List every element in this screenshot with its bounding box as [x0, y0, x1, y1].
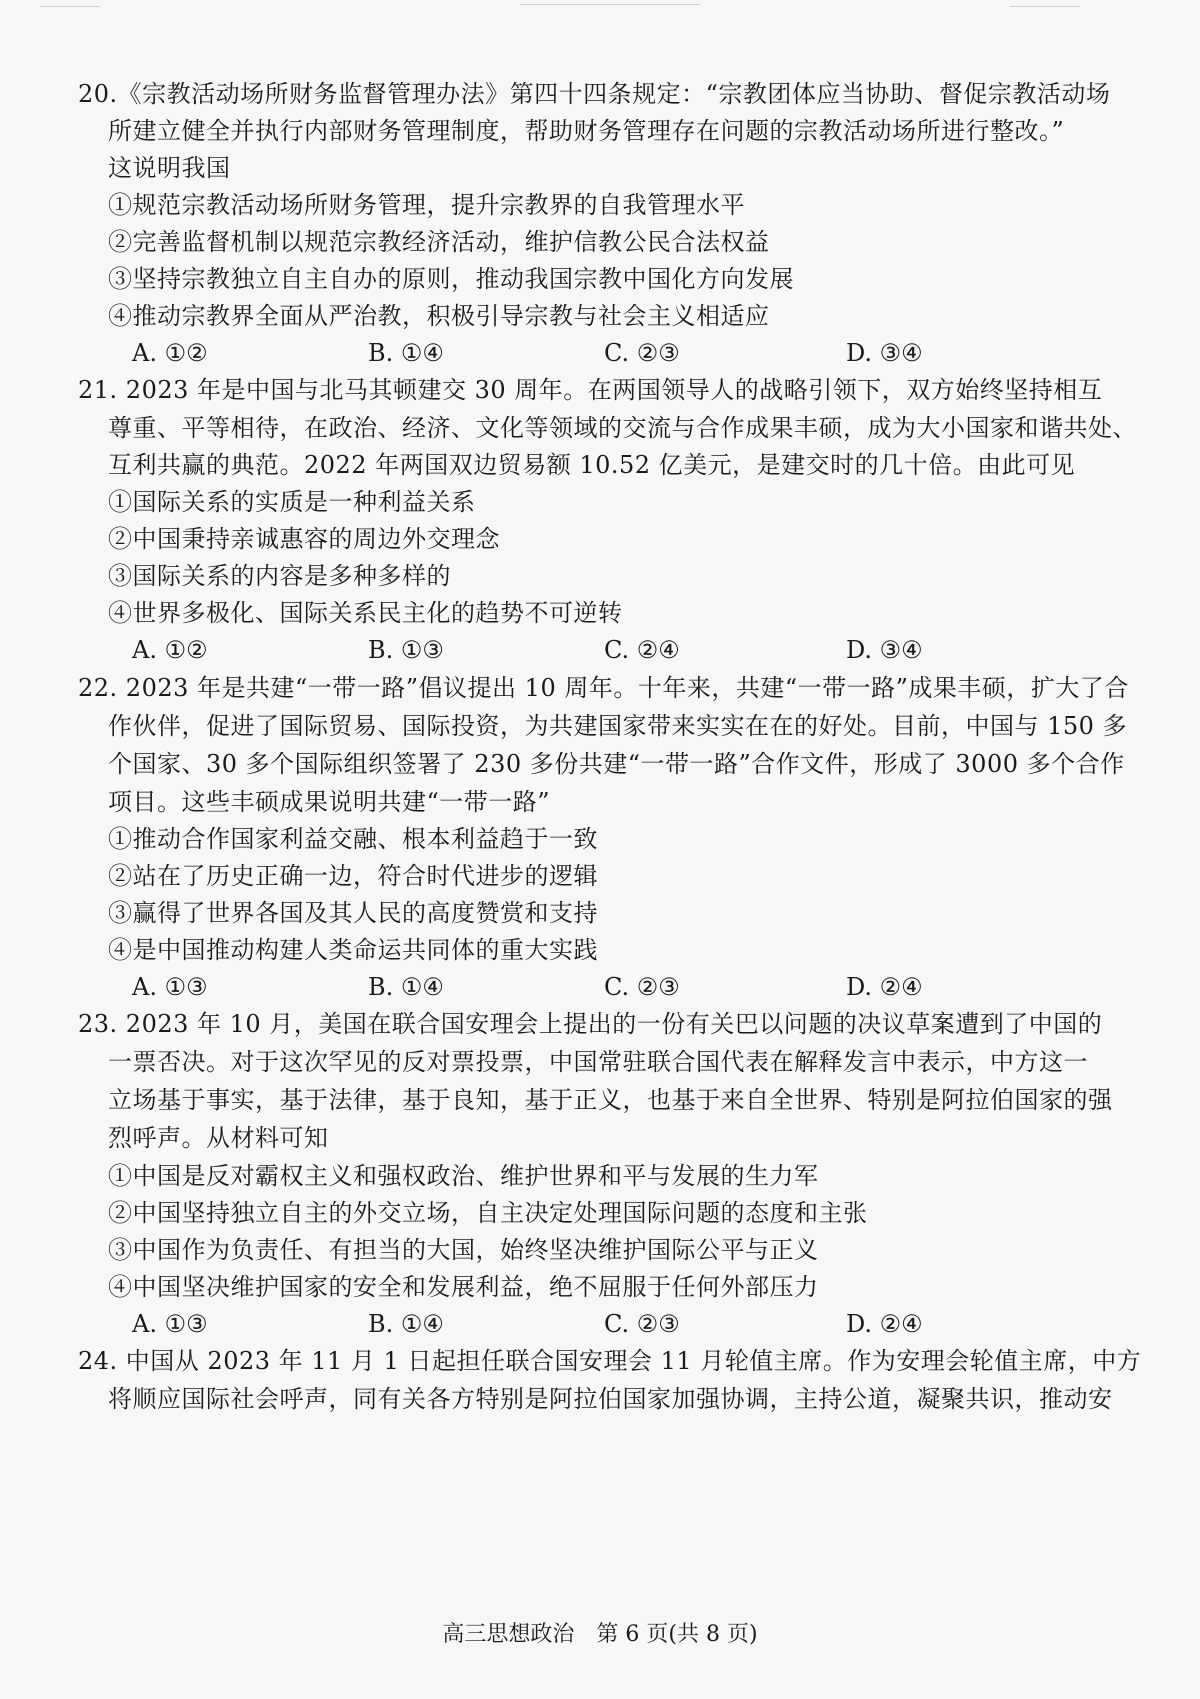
question-23-choices — [0, 1308, 1200, 1340]
question-24-stem-line-2: 将顺应国际社会呼声，同有关各方特别是阿拉伯国家加强协调，主持公道，凝聚共识，推动安 — [108, 1385, 1113, 1413]
question-22-stem-line-1: 22. 2023 年是共建“一带一路”倡议提出 10 周年。十年来，共建“一带一路”成果丰硕，扩大了合 — [78, 674, 1129, 702]
question-23-stem-line-4: 烈呼声。从材料可知 — [108, 1124, 329, 1152]
scan-artifact — [520, 4, 700, 5]
question-22-choices — [0, 971, 1200, 1003]
question-22-choice-d: D. ②④ — [846, 973, 923, 1001]
question-22-option-3: ③赢得了世界各国及其人民的高度赞赏和支持 — [108, 899, 598, 927]
question-22-stem-line-2: 作伙伴，促进了国际贸易、国际投资，为共建国家带来实实在在的好处。目前，中国与 150 多 — [108, 712, 1128, 740]
question-20-option-1: ①规范宗教活动场所财务管理，提升宗教界的自我管理水平 — [108, 191, 745, 219]
question-23-stem-line-3: 立场基于事实，基于法律，基于良知，基于正义，也基于来自全世界、特别是阿拉伯国家的强 — [108, 1086, 1113, 1114]
question-20-stem-line-1: 20.《宗教活动场所财务监督管理办法》第四十四条规定：“宗教团体应当协助、督促宗教活动场 — [78, 80, 1111, 108]
question-24-stem-line-1: 24. 中国从 2023 年 11 月 1 日起担任联合国安理会 11 月轮值主席。作为安理会轮值主席，中方 — [78, 1347, 1142, 1375]
question-22-choice-c: C. ②③ — [604, 973, 680, 1001]
question-22-option-4: ④是中国推动构建人类命运共同体的重大实践 — [108, 936, 598, 964]
question-22-choice-b: B. ①④ — [368, 973, 444, 1001]
question-20-choice-c: C. ②③ — [604, 339, 680, 367]
question-23-stem-line-2: 一票否决。对于这次罕见的反对票投票，中国常驻联合国代表在解释发言中表示，中方这一 — [108, 1048, 1088, 1076]
scan-artifact — [40, 6, 100, 7]
question-22-stem-line-4: 项目。这些丰硕成果说明共建“一带一路” — [108, 788, 551, 816]
question-22-option-1: ①推动合作国家利益交融、根本利益趋于一致 — [108, 825, 598, 853]
question-21-choice-d: D. ③④ — [846, 636, 923, 664]
question-22-stem-line-3: 个国家、30 多个国际组织签署了 230 多份共建“一带一路”合作文件，形成了 3000 多个合作 — [108, 750, 1125, 778]
question-23-choice-b: B. ①④ — [368, 1310, 444, 1338]
question-23-option-3: ③中国作为负责任、有担当的大国，始终坚决维护国际公平与正义 — [108, 1236, 819, 1264]
question-21-option-1: ①国际关系的实质是一种利益关系 — [108, 488, 476, 516]
question-21-stem-line-2: 尊重、平等相待，在政治、经济、文化等领域的交流与合作成果丰硕，成为大小国家和谐共处、 — [108, 414, 1137, 442]
question-23-stem-line-1: 23. 2023 年 10 月，美国在联合国安理会上提出的一份有关巴以问题的决议草案遭到了中国的 — [78, 1010, 1103, 1038]
question-23-choice-c: C. ②③ — [604, 1310, 680, 1338]
question-21-option-2: ②中国秉持亲诚惠容的周边外交理念 — [108, 525, 500, 553]
question-20-stem-line-2: 所建立健全并执行内部财务管理制度，帮助财务管理存在问题的宗教活动场所进行整改。” — [108, 117, 1065, 145]
question-22-option-2: ②站在了历史正确一边，符合时代进步的逻辑 — [108, 862, 598, 890]
question-21-choices — [0, 634, 1200, 666]
question-23-option-4: ④中国坚决维护国家的安全和发展利益，绝不屈服于任何外部压力 — [108, 1273, 819, 1301]
question-20-choice-a: A. ①② — [132, 339, 208, 367]
question-21-option-3: ③国际关系的内容是多种多样的 — [108, 562, 451, 590]
question-21-stem-line-1: 21. 2023 年是中国与北马其顿建交 30 周年。在两国领导人的战略引领下，双方始终坚持相互 — [78, 376, 1103, 404]
question-21-choice-a: A. ①② — [132, 636, 208, 664]
question-23-option-2: ②中国坚持独立自主的外交立场，自主决定处理国际问题的态度和主张 — [108, 1199, 868, 1227]
scan-artifact — [1010, 6, 1080, 7]
question-20-stem-line-3: 这说明我国 — [108, 154, 231, 182]
question-21-choice-b: B. ①③ — [368, 636, 444, 664]
question-21-choice-c: C. ②④ — [604, 636, 680, 664]
question-20-choice-d: D. ③④ — [846, 339, 923, 367]
question-23-option-1: ①中国是反对霸权主义和强权政治、维护世界和平与发展的生力军 — [108, 1162, 819, 1190]
question-20-option-4: ④推动宗教界全面从严治教，积极引导宗教与社会主义相适应 — [108, 302, 770, 330]
question-21-stem-line-3: 互利共赢的典范。2022 年两国双边贸易额 10.52 亿美元，是建交时的几十倍。由此可见 — [108, 451, 1076, 479]
question-21-option-4: ④世界多极化、国际关系民主化的趋势不可逆转 — [108, 599, 623, 627]
question-22-choice-a: A. ①③ — [132, 973, 208, 1001]
page-footer: 高三思想政治 第 6 页(共 8 页) — [442, 1622, 758, 1647]
question-20-option-2: ②完善监督机制以规范宗教经济活动，维护信教公民合法权益 — [108, 228, 770, 256]
question-20-choices — [0, 337, 1200, 369]
question-20-choice-b: B. ①④ — [368, 339, 444, 367]
question-20-option-3: ③坚持宗教独立自主自办的原则，推动我国宗教中国化方向发展 — [108, 265, 794, 293]
question-23-choice-d: D. ②④ — [846, 1310, 923, 1338]
question-23-choice-a: A. ①③ — [132, 1310, 208, 1338]
